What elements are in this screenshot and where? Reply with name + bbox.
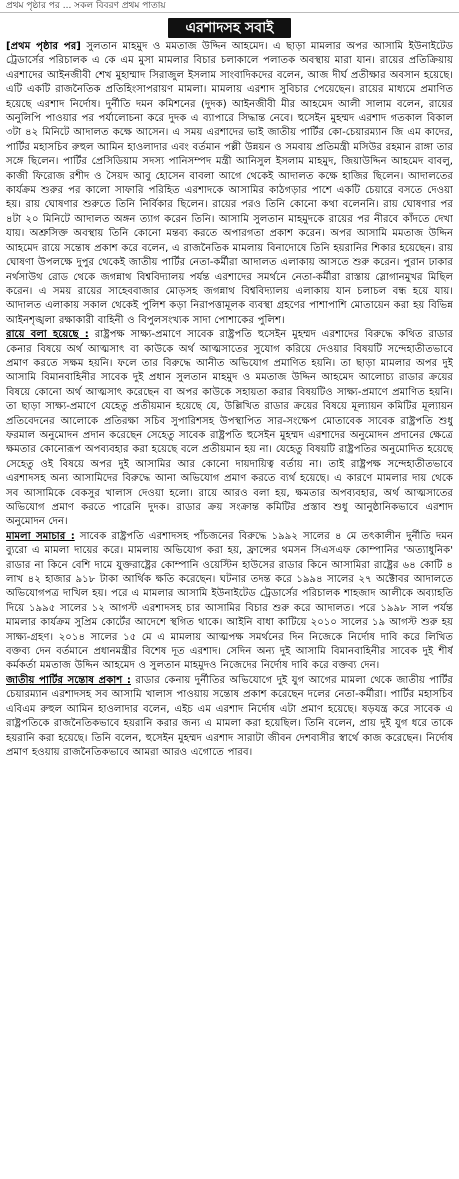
article-paragraph (6, 674, 453, 760)
article-paragraph (6, 40, 453, 328)
headline-bar (6, 17, 453, 39)
paragraph-lead: রায়ে বলা হয়েছে : (6, 329, 89, 341)
top-strip: প্রথম পৃষ্ঠার পর ... সকল বিবরণ প্রথম পাতায় (0, 0, 459, 13)
article-paragraph (6, 530, 453, 674)
paragraph-text: সুলতান মাহমুদ ও মমতাজ উদ্দিন আহমেদ। এ ছাড়া মামলার অপর আসামি ইউনাইটেড ট্রেডার্সের পরিচালক এ কে এম মুসা মামলার বিচার চলাকালে পলাতক অবস্থায় মারা যান। রায়ের প্রতিক্রিয়ায় এরশাদের আইনজীবী শেখ মুহাম্মাদ সিরাজুল ইসলাম সাংবাদিকদের বলেন, আজ দীর্ঘ প্রতীক্ষার অবসান হয়েছে। এটি একটি রাজনৈতিক প্রতিহিংসাপরায়ণ মামলা। মামলায় এরশাদ সুবিচার পেয়েছেন। রায়ের মাধ্যমে প্রমাণিত হয়েছে এরশাদ নির্দোষ। দুর্নীতি দমন কমিশনের (দুদক) আইনজীবী মীর আহমেদ আলী সালাম বলেন, রায়ের অনুলিপি পাওয়ার পর পর্যালোচনা করে দুদক এ ব্যাপারে সিদ্ধান্ত নেবে। হুসেইন মুহম্মদ এরশাদ গতকাল বিকাল ৩টা ৪২ মিনিটে আদালত কক্ষে আসেন। এ সময় এরশাদের ভাই জাতীয় পার্টির কো-চেয়ারম্যান জি এম কাদের, পার্টির মহাসচিব রুহুল আমিন হাওলাদার এবং বর্তমান পল্লী উন্নয়ন ও সমবায় প্রতিমন্ত্রী মসিউর রহমান রাঙ্গা তার সঙ্গে ছিলেন। পার্টির প্রেসিডিয়াম সদস্য পানিসম্পদ মন্ত্রী আনিসুল ইসলাম মাহমুদ, জিয়াউদ্দিন আহমেদ বাবলু, কাজী ফিরোজ রশীদ ও সৈয়দ আবু হোসেন বাবলা আগে থেকেই আদালত কক্ষে হাজির ছিলেন। আদালতের কার্যক্রম শুরুর পর কালো সাফারি পরিহিত এরশাদকে আসামির কাঠগড়ার পাশে একটি চেয়ারে বসতে দেওয়া হয়। রায় ঘোষণার শুরুতে তিনি নির্বিকার ছিলেন। রায়ের পরও তিনি কোনো কথা বলেননি। রায় ঘোষণার পর ৪টা ২০ মিনিটে আদালত অঙ্গন ত্যাগ করেন তিনি। আসামি সুলতান মাহমুদকে রায়ের পর নীরবে কাঁদতে দেখা যায়। অশ্রুসিক্ত অবস্থায় তিনি কোনো মন্তব্য করতে অপারগতা প্রকাশ করেন। অপর আসামি মমতাজ উদ্দিন আহমেদ রায়ে সন্তোষ প্রকাশ করে বলেন, এ রাজনৈতিক মামলায় বিনাদোষে তিনি হয়রানির শিকার হয়েছেন। রায় ঘোষণা উপলক্ষে দুপুর থেকেই জাতীয় পার্টির নেতা-কর্মীরা আদালত এলাকায় আসতে শুরু করেন। পুরান ঢাকার নর্থসাউথ রোড থেকে জগন্নাথ বিশ্ববিদ্যালয় পর্যন্ত এরশাদের সমর্থনে নেতা-কর্মীরা রাস্তায় স্লোগানমুখর মিছিল করেন। এ সময় রায়ের সাহেববাজার মোড়সহ জগন্নাথ বিশ্ববিদ্যালয় এলাকায় যান চলাচল বন্ধ হয়ে যায়। আদালত এলাকায় সকাল থেকেই পুলিশ কড়া নিরাপত্তামূলক ব্যবস্থা গ্রহণের পাশাপাশি মোতায়েন করা হয় বিভিন্ন আইনশৃঙ্খলা রক্ষাকারী বাহিনী ও বিপুলসংখ্যক সাদা পোশাকের পুলিশ। (6, 41, 453, 326)
headline: এরশাদসহ সবাই (168, 18, 292, 38)
paragraph-text: রাডার কেনায় দুর্নীতির অভিযোগে দুই যুগ আগের মামলা থেকে জাতীয় পার্টির চেয়ারম্যান এরশাদসহ সব আসামি খালাস পাওয়ায় সন্তোষ প্রকাশ করেছেন দলের নেতা-কর্মীরা। পার্টির মহাসচিব এবিএম রুহুল আমিন হাওলাদার বলেন, এইচ এম এরশাদ নির্দোষ এটা প্রমাণ হয়েছে। ষড়যন্ত্র করে সাবেক এ রাষ্ট্রপতিকে রাজনৈতিকভাবে হয়রানি করার জন্য এ মামলা করা হয়েছিল। তিনি বলেন, প্রায় দুই যুগ ধরে তাকে হয়রানি করা হয়েছে। তিনি বলেন, হুসেইন মুহম্মদ এরশাদ সারাটা জীবন দেশবাসীর স্বার্থে কাজ করেছেন। নির্দোষ প্রমাণ হওয়ায় রাজনৈতিকভাবে আমরা আরও এগোতে পারব। (6, 674, 453, 758)
paragraph-text: রাষ্ট্রপক্ষ সাক্ষ্য-প্রমাণে সাবেক রাষ্ট্রপতি হুসেইন মুহম্মদ এরশাদের বিরুদ্ধে কথিত রাডার কেনার বিষয়ে অর্থ আত্মসাৎ বা কাউকে অর্থ আত্মসাতের সুযোগ করিয়ে দেওয়ার বিষয়টি সন্দেহাতীতভাবে প্রমাণ করতে সক্ষম হয়নি। ফলে তার বিরুদ্ধে আনীত অভিযোগ প্রমাণিত হয়নি। তা ছাড়া মামলার অপর দুই আসামি বিমানবাহিনীর সাবেক দুই প্রধান সুলতান মাহমুদ ও মমতাজ উদ্দিন আহমেদ আলোচ্য রাডার ক্রয়ের বিষয়ে কোনো অর্থ আত্মসাৎ করেছেন বা অপর কাউকে সহায়তা করার বিষয়টিও সাক্ষ্য-প্রমাণে প্রমাণিত হয়নি। তা ছাড়া সাক্ষ্য-প্রমাণে যেহেতু প্রতীয়মান হয়েছে যে, উল্লিখিত রাডার ক্রয়ের বিষয়ে মূল্যায়ন কমিটির মূল্যায়ন প্রতিবেদনের আলোকে প্রতিরক্ষা সচিব সুপারিশসহ উপস্থাপিত সার-সংক্ষেপ মোতাবেক সাবেক রাষ্ট্রপতি শুধু ফরমাল অনুমোদন প্রদান করেছেন সেহেতু সাবেক রাষ্ট্রপতি হুসেইন মুহম্মদ এরশাদের অনুমোদন প্রদানের ক্ষেত্রে ক্ষমতার কোনোরূপ অপব্যবহার করা হয়েছে বলে প্রতীয়মান হয় না। যেহেতু বিষয়টি রাষ্ট্রপতির অনুমোদিত হয়েছে সেহেতু ওই বিষয়ে অপর দুই আসামির আর কোনো দায়দায়িত্ব বর্তায় না। তাই রাষ্ট্রপক্ষ সন্দেহাতীতভাবে এরশাদসহ অন্য আসামিদের বিরুদ্ধে আনা অভিযোগ প্রমাণ করতে ব্যর্থ হয়েছে। এ কারণে মামলার দায় থেকে সব আসামিকে বেকসুর খালাস দেওয়া হলো। রায়ে আরও বলা হয়, ক্ষমতার অপব্যবহার, অর্থ আত্মসাতের অভিযোগ প্রমাণ করতে পারেনি দুদক। রাডার ক্রয় সংক্রান্ত কমিটির প্রস্তাব শুধু আনুষ্ঠানিকভাবে এরশাদ অনুমোদন দেন। (6, 329, 453, 528)
paragraph-lead: জাতীয় পার্টির সন্তোষ প্রকাশ : (6, 674, 131, 686)
paragraph-lead: [প্রথম পৃষ্ঠার পর] (6, 41, 81, 52)
paragraph-lead: মামলা সমাচার : (6, 530, 75, 542)
article-body (6, 40, 453, 1175)
paragraph-text: সাবেক রাষ্ট্রপতি এরশাদসহ পাঁচজনের বিরুদ্ধে ১৯৯২ সালের ৪ মে তৎকালীন দুর্নীতি দমন ব্যুরো এ মামলা দায়ের করে। মামলায় অভিযোগ করা হয়, ফ্রান্সের থমসন সিএসএফ কোম্পানির 'অত্যাধুনিক' রাডার না কিনে বেশি দামে যুক্তরাষ্ট্রের কোম্পানি ওয়েস্টিন হাউসের রাডার কিনে আসামিরা রাষ্ট্রের ৬৪ কোটি ৪ লাখ ৪২ হাজার ৯১৮ টাকা আর্থিক ক্ষতি করেছেন। ঘটনার তদন্ত করে ১৯৯৪ সালের ২৭ অক্টোবর আদালতে অভিযোগপত্র দাখিল হয়। পরে এ মামলার আসামি ইউনাইটেড ট্রেডার্সের পরিচালক শাহজাদ আলীকে অব্যাহতি দিয়ে ১৯৯৫ সালের ১২ আগস্ট এরশাদসহ চার আসামির বিচার শুরু করে আদালত। পরে ১৯৯৮ সাল পর্যন্ত মামলার কার্যক্রম সুপ্রিম কোর্টের আদেশে স্থগিত থাকে। আইনি বাধা কাটিয়ে ২০১০ সালের ১৯ আগস্ট শুরু হয় সাক্ষ্য-গ্রহণ। ২০১৪ সালের ১৫ মে এ মামলায় আত্মপক্ষ সমর্থনের দিন নিজেকে নির্দোষ দাবি করে লিখিত বক্তব্য দেন বর্তমানে প্রধানমন্ত্রীর বিশেষ দূত এরশাদ। সেদিন অন্য দুই আসামি বিমানবাহিনীর সাবেক দুই শীর্ষ কর্মকর্তা মমতাজ উদ্দিন আহমেদ ও সুলতান মাহমুদও নিজেদের নির্দোষ দাবি করে বক্তব্য দেন। (6, 530, 453, 672)
article-paragraph (6, 328, 453, 530)
